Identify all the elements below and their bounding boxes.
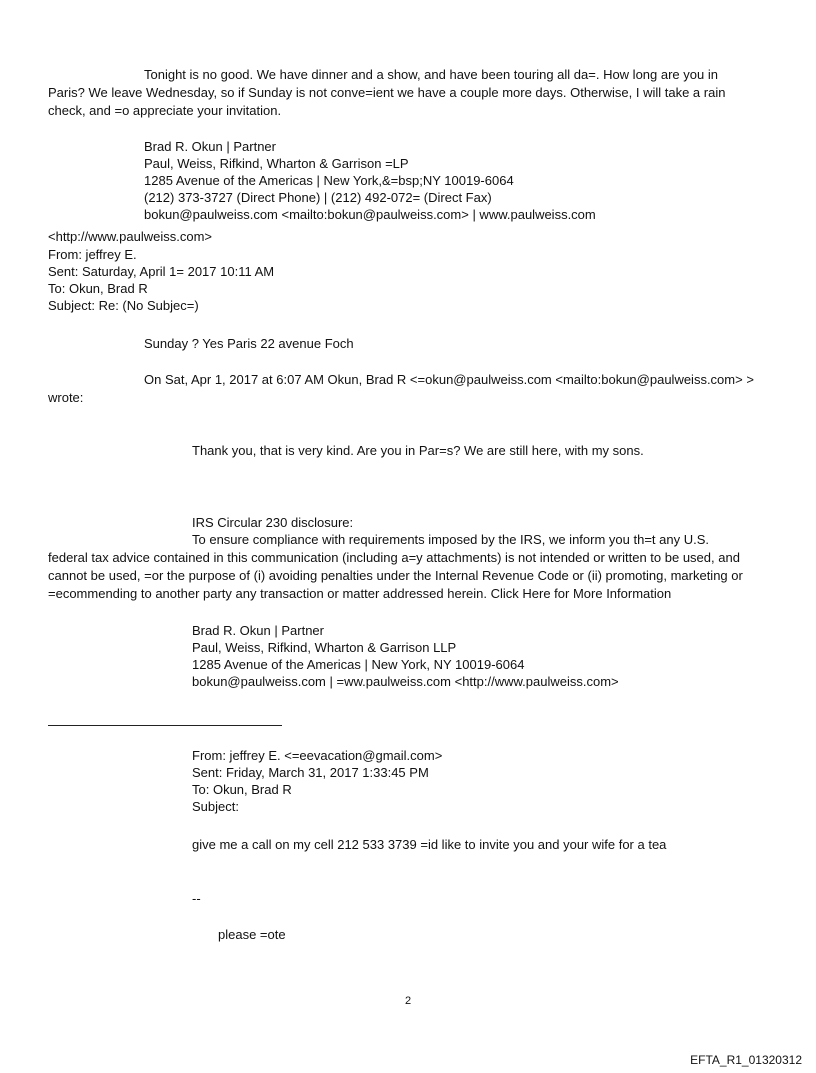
original-message: give me a call on my cell 212 533 3739 =id like to invite you and your wife for a tea: [192, 837, 667, 852]
signature-web-url: <http://www.paulweiss.com>: [48, 229, 213, 244]
signature-phones: (212) 373-3727 (Direct Phone) | (212) 492-072= (Direct Fax): [144, 190, 492, 205]
header-to: To: Okun, Brad R: [48, 281, 148, 296]
header-from: From: jeffrey E.: [48, 247, 137, 262]
signature-email-web: bokun@paulweiss.com <mailto:bokun@paulweiss.com> | www.paulweiss.com: [144, 207, 596, 222]
header-to: To: Okun, Brad R: [192, 782, 292, 797]
top-paragraph: Tonight is no good. We have dinner and a show, and have been touring all da=. How long are you in Paris? We leave Wednesday, so if Sunday is not conve=ient we have a couple more days. Otherwise, I will take a rain check, and =o appreciate your invitation.: [48, 67, 726, 118]
signature-name-title: Brad R. Okun | Partner: [144, 139, 276, 154]
signature-name-title: Brad R. Okun | Partner: [192, 623, 324, 638]
header-subject: Subject:: [192, 799, 239, 814]
signature-address: 1285 Avenue of the Americas | New York,&=bsp;NY 10019-6064: [144, 173, 514, 188]
footer-note: please =ote: [218, 927, 286, 942]
reply-line: Sunday ? Yes Paris 22 avenue Foch: [144, 336, 354, 351]
signature-email-web: bokun@paulweiss.com | =ww.paulweiss.com <http://www.paulweiss.com>: [192, 674, 619, 689]
signature-separator: --: [192, 891, 201, 906]
header-from: From: jeffrey E. <=eevacation@gmail.com>: [192, 748, 443, 763]
signature-firm: Paul, Weiss, Rifkind, Wharton & Garrison =LP: [144, 156, 409, 171]
signature-block-1: [144, 138, 596, 223]
message-divider: [48, 725, 282, 726]
header-subject: Subject: Re: (No Subjec=): [48, 298, 199, 313]
irs-disclosure-title: IRS Circular 230 disclosure:: [192, 515, 354, 530]
email-header-2: [192, 747, 442, 815]
email-header-1: [48, 246, 274, 314]
header-sent: Sent: Friday, March 31, 2017 1:33:45 PM: [192, 765, 429, 780]
quote-intro-wrote: wrote:: [48, 390, 84, 405]
header-sent: Sent: Saturday, April 1= 2017 10:11 AM: [48, 264, 275, 279]
signature-block-2: [192, 622, 619, 690]
signature-address: 1285 Avenue of the Americas | New York, NY 10019-6064: [192, 657, 525, 672]
quote-intro: On Sat, Apr 1, 2017 at 6:07 AM Okun, Brad R <=okun@paulweiss.com <mailto:bokun@paulweiss.com> >: [144, 372, 754, 387]
signature-firm: Paul, Weiss, Rifkind, Wharton & Garrison LLP: [192, 640, 457, 655]
irs-disclosure-text: To ensure compliance with requirements imposed by the IRS, we inform you th=t any U.S. federal tax advice contained in this communication (including a=y attachments) is not intended or written to be used, and cannot be used, =or the purpose of (i) avoiding penalties under the Internal Revenue Code or (ii) promoting, marketing or =ecommending to another party any transaction or matter addressed herein. Click Here for More Information: [48, 532, 743, 601]
quoted-message: Thank you, that is very kind. Are you in Par=s? We are still here, with my sons.: [192, 443, 644, 458]
page-number: 2: [404, 995, 412, 1007]
bates-number: EFTA_R1_01320312: [690, 1053, 802, 1067]
